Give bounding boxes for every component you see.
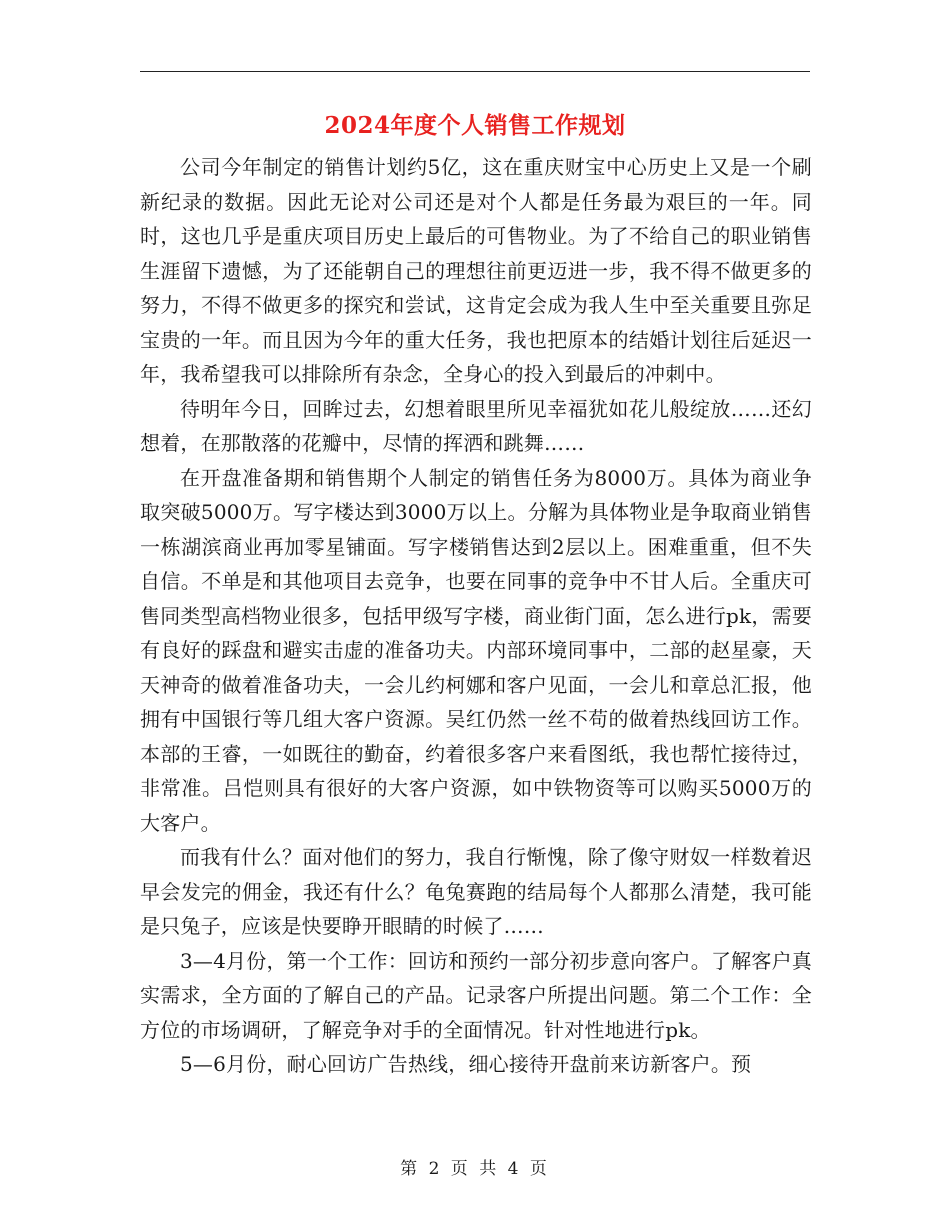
document-body — [140, 150, 812, 1082]
paragraph-3: 在开盘准备期和销售期个人制定的销售任务为8000万。具体为商业争取突破5000万。写字楼达到3000万以上。分解为具体物业是争取商业销售一栋湖滨商业再加零星铺面。写字楼销售达到2层以上。困难重重，但不失自信。不单是和其他项目去竞争，也要在同事的竞争中不甘人后。全重庆可售同类型高档物业很多，包括甲级写字楼，商业街门面，怎么进行pk，需要有良好的踩盘和避实击虚的准备功夫。内部环境同事中，二部的赵星豪，天天神奇的做着准备功夫，一会儿约柯娜和客户见面，一会儿和章总汇报，他拥有中国银行等几组大客户资源。吴红仍然一丝不苟的做着热线回访工作。本部的王睿，一如既往的勤奋，约着很多客户来看图纸，我也帮忙接待过，非常准。吕恺则具有很好的大客户资源，如中铁物资等可以购买5000万的大客户。 — [140, 465, 812, 835]
paragraph-5: 3—4月份，第一个工作：回访和预约一部分初步意向客户。了解客户真实需求，全方面的了解自己的产品。记录客户所提出问题。第二个工作：全方位的市场调研，了解竞争对手的全面情况。针对性地进行pk。 — [140, 948, 812, 1042]
paragraph-6: 5—6月份，耐心回访广告热线，细心接待开盘前来访新客户。预 — [180, 1052, 752, 1076]
paragraph-1: 公司今年制定的销售计划约5亿，这在重庆财宝中心历史上又是一个刷新纪录的数据。因此无论对公司还是对个人都是任务最为艰巨的一年。同时，这也几乎是重庆项目历史上最后的可售物业。为了不给自己的职业销售生涯留下遗憾，为了还能朝自己的理想往前更迈进一步，我不得不做更多的努力，不得不做更多的探究和尝试，这肯定会成为我人生中至关重要且弥足宝贵的一年。而且因为今年的重大任务，我也把原本的结婚计划往后延迟一年，我希望我可以排除所有杂念，全身心的投入到最后的冲刺中。 — [140, 155, 812, 386]
header-rule — [140, 71, 810, 72]
page-number-footer: 第 2 页 共 4 页 — [400, 1159, 550, 1179]
document-title: 2024年度个人销售工作规划 — [324, 112, 626, 139]
paragraph-4: 而我有什么？面对他们的努力，我自行惭愧，除了像守财奴一样数着迟早会发完的佣金，我还有什么？龟兔赛跑的结局每个人都那么清楚，我可能是只兔子，应该是快要睁开眼睛的时候了…… — [140, 845, 812, 938]
paragraph-2: 待明年今日，回眸过去，幻想着眼里所见幸福犹如花儿般绽放……还幻想着，在那散落的花瓣中，尽情的挥洒和跳舞…… — [140, 396, 812, 455]
